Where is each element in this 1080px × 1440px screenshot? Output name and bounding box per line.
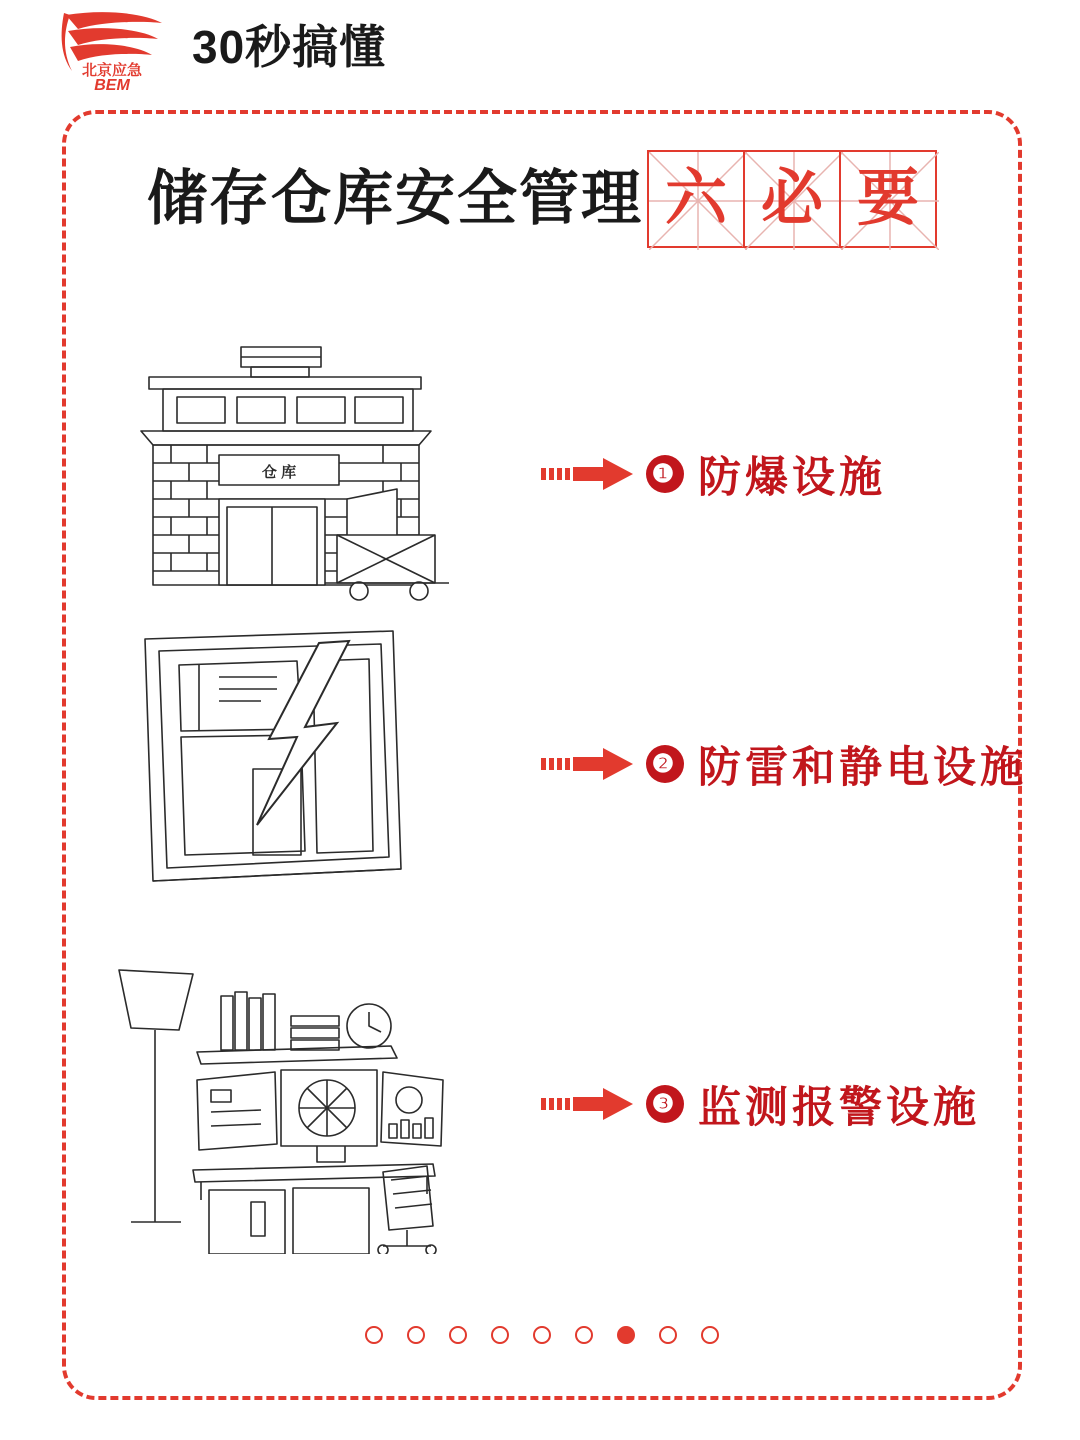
- monitoring-desk-icon: [101, 954, 501, 1254]
- window-lightning-icon: [101, 619, 501, 909]
- pagination-dot[interactable]: [365, 1326, 383, 1344]
- grid-cell-3-char: 要: [856, 164, 919, 233]
- item-1-text: 防爆设施: [698, 453, 886, 502]
- list-item: [66, 314, 1018, 634]
- pagination-dot[interactable]: [701, 1326, 719, 1344]
- item-2-number: ❷: [646, 745, 684, 783]
- pagination-dot[interactable]: [575, 1326, 593, 1344]
- grid-cell-1-char: 六: [664, 164, 727, 233]
- pagination-dot[interactable]: [491, 1326, 509, 1344]
- arrow-1: [536, 454, 646, 494]
- lightning-illustration: [66, 604, 536, 924]
- pagination-dot[interactable]: [533, 1326, 551, 1344]
- logo: [58, 7, 168, 93]
- page-header: [0, 0, 1080, 100]
- poster-frame: [62, 110, 1027, 1400]
- warehouse-sign-text: 仓 库: [261, 464, 297, 481]
- poster-title-row: [66, 150, 1018, 248]
- item-3-number: ❸: [646, 1085, 684, 1123]
- grid-cell-2-char: 必: [760, 164, 823, 233]
- item-2-label: [646, 734, 1027, 795]
- warehouse-truck-icon: [101, 339, 501, 609]
- arrow-2: [536, 744, 646, 784]
- list-item: [66, 944, 1018, 1264]
- arrow-3: [536, 1084, 646, 1124]
- item-3-text: 监测报警设施: [698, 1083, 980, 1132]
- item-3-label: [646, 1074, 980, 1135]
- header-title: 30秒搞懂: [192, 21, 387, 73]
- arrow-right-icon: [541, 454, 641, 494]
- svg-text:BEM: BEM: [94, 77, 130, 93]
- pagination-dots[interactable]: [66, 1326, 1018, 1344]
- item-1-label: [646, 444, 886, 505]
- warehouse-illustration: [66, 314, 536, 634]
- list-item: [66, 604, 1027, 924]
- bem-logo-icon: [58, 7, 168, 93]
- svg-text:北京应急: 北京应急: [81, 62, 143, 79]
- grid-cell-1: [647, 150, 745, 248]
- page-title: 储存仓库安全管理: [147, 165, 643, 232]
- pagination-dot-active[interactable]: [617, 1326, 635, 1344]
- pagination-dot[interactable]: [407, 1326, 425, 1344]
- arrow-right-icon: [541, 1084, 641, 1124]
- monitoring-illustration: [66, 944, 536, 1264]
- arrow-right-icon: [541, 744, 641, 784]
- title-grid-cells: [649, 150, 937, 248]
- pagination-dot[interactable]: [449, 1326, 467, 1344]
- item-2-text: 防雷和静电设施: [698, 743, 1027, 792]
- grid-cell-3: [839, 150, 937, 248]
- pagination-dot[interactable]: [659, 1326, 677, 1344]
- grid-cell-2: [743, 150, 841, 248]
- item-1-number: ❶: [646, 455, 684, 493]
